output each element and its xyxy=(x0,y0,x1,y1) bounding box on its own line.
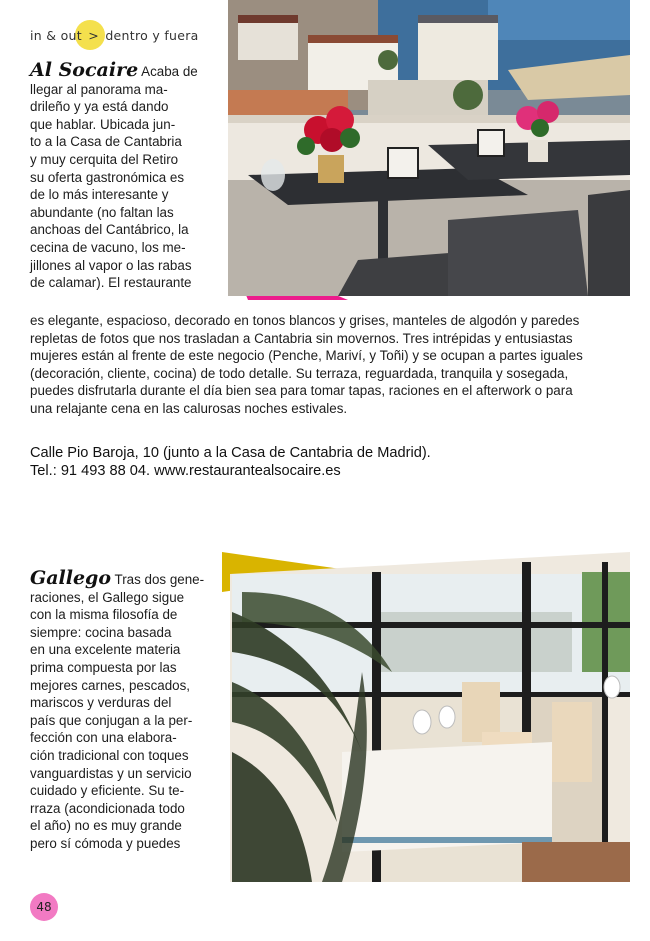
intro-line: de calamar). El restaurante xyxy=(30,275,192,291)
header-section-in: in & out xyxy=(30,28,82,43)
body-line: una relajante cena en las calurosas noches estivales. xyxy=(30,400,348,416)
intro-line-0 xyxy=(30,567,208,589)
intro-line: ción tradicional con toques xyxy=(30,747,189,763)
intro-line: jillones al vapor o las rabas xyxy=(30,257,192,273)
restaurant-name-gallego: Gallego xyxy=(30,567,112,589)
intro-line: llegar al panorama ma- xyxy=(30,81,168,97)
intro-line: cuidado y eficiente. Su te- xyxy=(30,783,185,799)
article-al-socaire-intro xyxy=(30,59,208,292)
intro-line: anchoas del Cantábrico, la xyxy=(30,222,189,238)
intro-line: mariscos y verduras del xyxy=(30,695,172,711)
intro-line: drileño y ya está dando xyxy=(30,99,169,115)
intro-text: Acaba de xyxy=(141,64,198,79)
article-al-socaire-body xyxy=(30,312,628,418)
header-arrow: > xyxy=(88,28,100,43)
intro-line: abundante (no faltan las xyxy=(30,204,174,220)
body-line: repletas de fotos que nos trasladan a Cantabria sin movernos. Tres intrépidas y entusiastas xyxy=(30,330,573,346)
intro-line: en una excelente materia xyxy=(30,642,181,658)
page-number-badge: 48 xyxy=(30,893,58,921)
intro-line: con la misma filosofía de xyxy=(30,607,178,623)
body-line: (decoración, cliente, cocina) de todo detalle. Su terraza, reguardada, tranquila y sosegada, xyxy=(30,365,569,381)
dining-room-photo xyxy=(222,552,630,882)
intro-line: y muy cerquita del Retiro xyxy=(30,151,179,167)
intro-line-0 xyxy=(30,59,208,81)
intro-line: su oferta gastronómica es xyxy=(30,169,185,185)
intro-line: raciones, el Gallego sigue xyxy=(30,589,185,605)
intro-line: de lo más interesante y xyxy=(30,187,169,203)
intro-line: país que conjugan a la per- xyxy=(30,712,193,728)
intro-line: rraza (acondicionada todo xyxy=(30,800,185,816)
address: Calle Pio Baroja, 10 (junto a la Casa de Cantabria de Madrid). xyxy=(30,445,431,461)
intro-line: mejores carnes, pescados, xyxy=(30,677,191,693)
intro-line: que hablar. Ubicada jun- xyxy=(30,116,176,132)
body-line: puedes disfrutarla durante el día bien sea para tomar tapas, raciones en el afterwork o para xyxy=(30,383,573,399)
restaurant-name-al-socaire: Al Socaire xyxy=(30,59,139,81)
intro-line: prima compuesta por las xyxy=(30,659,177,675)
contact-info xyxy=(30,444,431,480)
body-line: es elegante, espacioso, decorado en tonos blancos y grises, manteles de algodón y paredes xyxy=(30,313,580,328)
intro-line: pero sí cómoda y puedes xyxy=(30,835,181,851)
intro-line: fección con una elabora- xyxy=(30,730,177,746)
intro-text: Tras dos gene- xyxy=(114,572,205,587)
intro-line: vanguardistas y un servicio xyxy=(30,765,192,781)
intro-line: siempre: cocina basada xyxy=(30,624,172,640)
terrace-photo xyxy=(228,0,630,300)
header-section-title: dentro y fuera xyxy=(105,28,199,43)
article-gallego-intro xyxy=(30,567,208,853)
intro-line: cecina de vacuno, los me- xyxy=(30,239,186,255)
intro-line: el año) no es muy grande xyxy=(30,818,182,834)
body-line: mujeres están al frente de este negocio (Penche, Mariví, y Toñi) y se ocupan a partes iguales xyxy=(30,348,583,364)
phone-web[interactable]: Tel.: 91 493 88 04. www.restaurantealsocaire.es xyxy=(30,463,341,479)
intro-line: to a la Casa de Cantabria xyxy=(30,134,182,150)
